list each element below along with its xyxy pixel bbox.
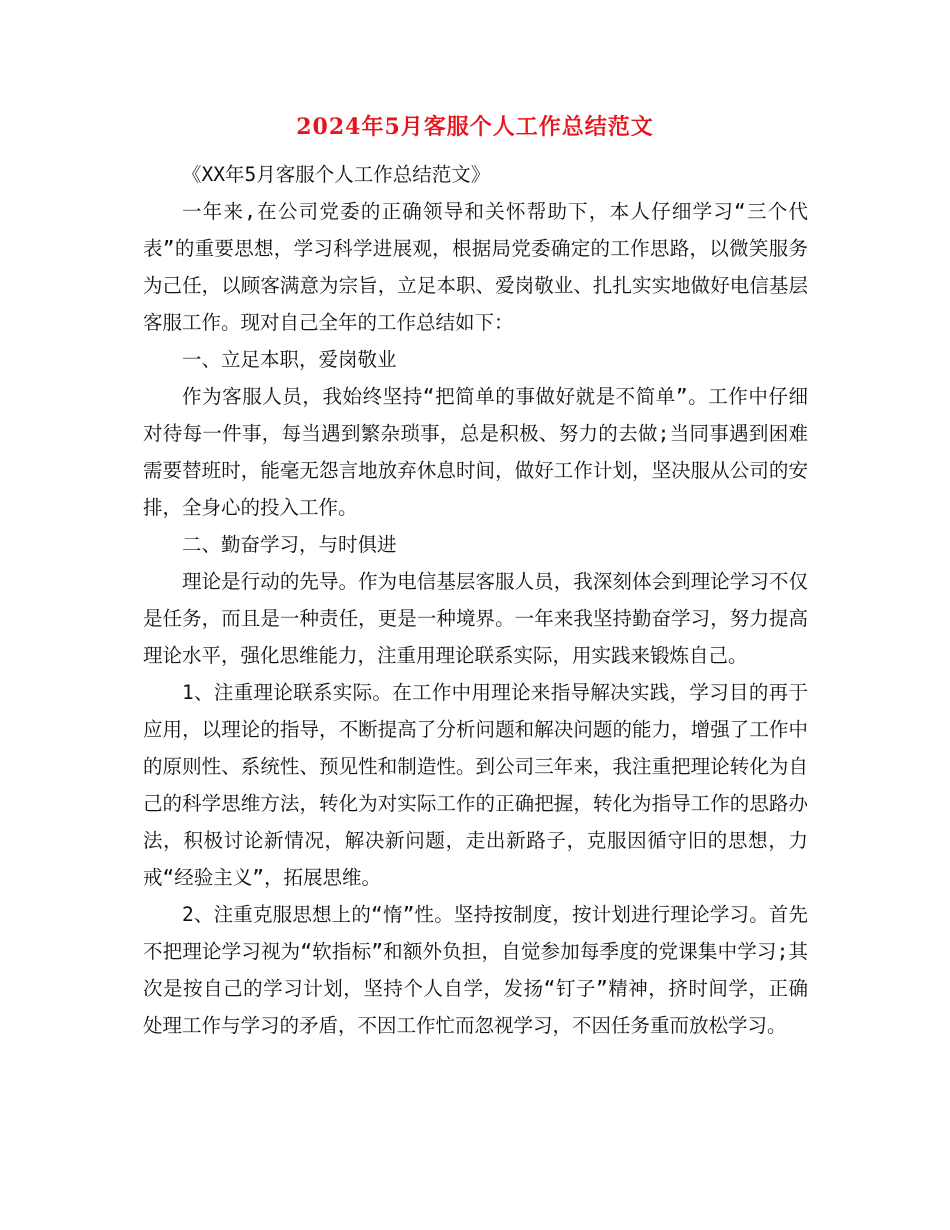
document-title: 2024年5月客服个人工作总结范文 — [296, 114, 654, 140]
paragraph-intro: 一年来,在公司党委的正确领导和关怀帮助下，本人仔细学习“三个代表”的重要思想，学习科学进展观，根据局党委确定的工作思路，以微笑服务为己任，以顾客满意为宗旨，立足本职、爱岗敬业、扎扎实实地做好电信基层客服工作。现对自己全年的工作总结如下： — [143, 200, 808, 334]
paragraph-point-2: 2、注重克服思想上的“惰”性。坚持按制度，按计划进行理论学习。首先不把理论学习视为“软指标”和额外负担，自觉参加每季度的党课集中学习;其次是按自己的学习计划，坚持个人自学，发扬“钉子”精神，挤时间学，正确处理工作与学习的矛盾，不因工作忙而忽视学习，不因任务重而放松学习。 — [143, 903, 808, 1037]
paragraph-doc-name: 《XX年5月客服个人工作总结范文》 — [182, 163, 491, 186]
section-heading-1: 一、立足本职，爱岗敬业 — [182, 348, 397, 371]
document-body — [143, 156, 808, 1044]
paragraph-point-1: 1、注重理论联系实际。在工作中用理论来指导解决实践，学习目的再于应用，以理论的指导，不断提高了分析问题和解决问题的能力，增强了工作中的原则性、系统性、预见性和制造性。到公司三年来，我注重把理论转化为自己的科学思维方法，转化为对实际工作的正确把握，转化为指导工作的思路办法，积极讨论新情况，解决新问题，走出新路子，克服因循守旧的思想，力戒“经验主义”，拓展思维。 — [143, 681, 808, 889]
paragraph-section-1: 作为客服人员，我始终坚持“把简单的事做好就是不简单”。工作中仔细对待每一件事，每当遇到繁杂琐事，总是积极、努力的去做;当同事遇到困难需要替班时，能毫无怨言地放弃休息时间，做好工作计划，坚决服从公司的安排，全身心的投入工作。 — [143, 385, 808, 519]
section-heading-2: 二、勤奋学习，与时俱进 — [182, 533, 397, 556]
paragraph-section-2: 理论是行动的先导。作为电信基层客服人员，我深刻体会到理论学习不仅是任务，而且是一种责任，更是一种境界。一年来我坚持勤奋学习，努力提高理论水平，强化思维能力，注重用理论联系实际，用实践来锻炼自己。 — [143, 570, 808, 667]
